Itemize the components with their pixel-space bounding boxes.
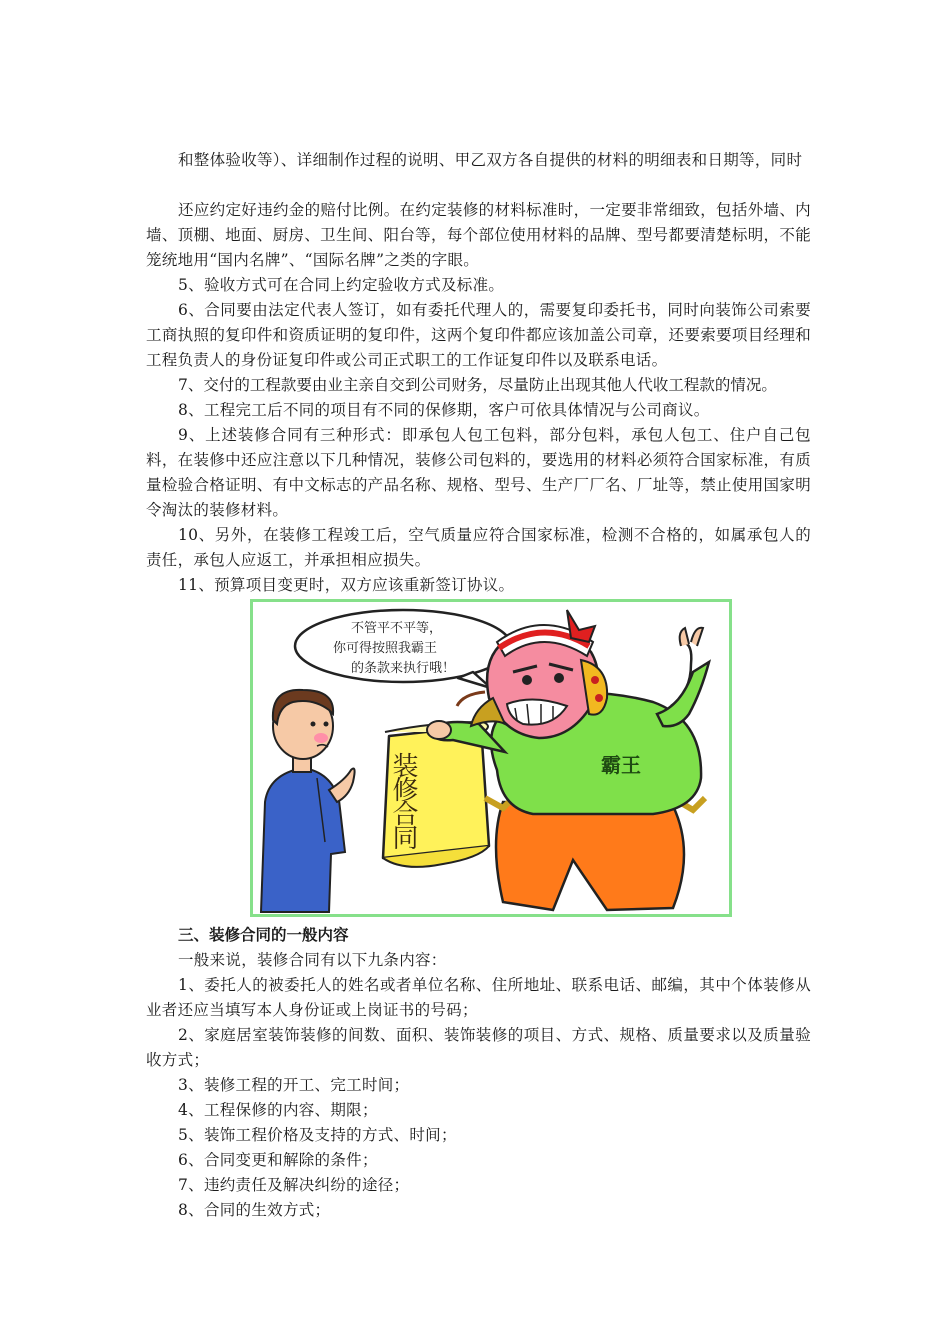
paragraph-content-1: 1、委托人的被委托人的姓名或者单位名称、住所地址、联系电话、邮编，其中个体装修从业者还应当填写本人身份证或上岗证书的号码；: [146, 976, 811, 1019]
paragraph-item-10: 10、另外，在装修工程竣工后，空气质量应符合国家标准，检测不合格的，如属承包人的责任，承包人应返工，并承担相应损失。: [146, 526, 811, 569]
paragraph-item-5: 5、验收方式可在合同上约定验收方式及标准。: [178, 276, 505, 294]
speech-line-1: 不管平不平等，: [351, 621, 443, 636]
paragraph-content-5: 5、装饰工程价格及支持的方式、时间；: [178, 1126, 457, 1144]
paragraph-intro: 一般来说，装修合同有以下九条内容：: [178, 951, 447, 969]
scroll-title: 装修合同: [388, 752, 418, 848]
paragraph-item-9: 9、上述装修合同有三种形式：即承包人包工包料，部分包料，承包人包工、住户自己包料，在装修中还应注意以下几种情况，装修公司包料的，要选用的材料必须符合国家标准，有质量检验合格证明、有中文标志的产品名称、规格、型号、生产厂厂名、厂址等，禁止使用国家明令淘汰的装修材料。: [146, 426, 811, 519]
paragraph-content-6: 6、合同变更和解除的条件；: [178, 1151, 378, 1169]
speech-line-2: 你可得按照我霸王: [333, 641, 438, 656]
man-figure: [261, 690, 355, 912]
section-heading: 三、装修合同的一般内容: [178, 926, 349, 944]
paragraph-penalty-and-materials: 还应约定好违约金的赔付比例。在约定装修的材料标准时，一定要非常细致，包括外墙、内墙、顶棚、地面、厨房、卫生间、阳台等，每个部位使用材料的品牌、型号都要清楚标明，不能笼统地用“国内名牌”、“国际名牌”之类的字眼。: [146, 201, 811, 269]
paragraph-content-4: 4、工程保修的内容、期限；: [178, 1101, 378, 1119]
paragraph-content-7: 7、违约责任及解决纠纷的途径；: [178, 1176, 410, 1194]
paragraph-item-11: 11、预算项目变更时，双方应该重新签订协议。: [178, 576, 515, 594]
speech-bubble: [295, 610, 511, 688]
speech-line-3: 的条款来执行哦！: [351, 661, 456, 676]
cartoon-illustration: [250, 599, 732, 917]
paragraph-content-8: 8、合同的生效方式；: [178, 1201, 331, 1219]
paragraph-item-8: 8、工程完工后不同的项目有不同的保修期，客户可依具体情况与公司商议。: [178, 401, 710, 419]
paragraph-content-3: 3、装修工程的开工、完工时间；: [178, 1076, 410, 1094]
shirt-label: 霸王: [601, 753, 641, 777]
paragraph-materials-schedule: 和整体验收等）、详细制作过程的说明、甲乙双方各自提供的材料的明细表和日期等，同时: [178, 151, 803, 169]
paragraph-content-2: 2、家庭居室装饰装修的间数、面积、装饰装修的项目、方式、规格、质量要求以及质量验收方式；: [146, 1026, 811, 1069]
paragraph-item-6: 6、合同要由法定代表人签订，如有委托代理人的，需要复印委托书，同时向装饰公司索要工商执照的复印件和资质证明的复印件，这两个复印件都应该加盖公司章，还要索要项目经理和工程负责人的身份证复印件或公司正式职工的工作证复印件以及联系电话。: [146, 301, 811, 369]
paragraph-item-7: 7、交付的工程款要由业主亲自交到公司财务，尽量防止出现其他人代收工程款的情况。: [178, 376, 777, 394]
